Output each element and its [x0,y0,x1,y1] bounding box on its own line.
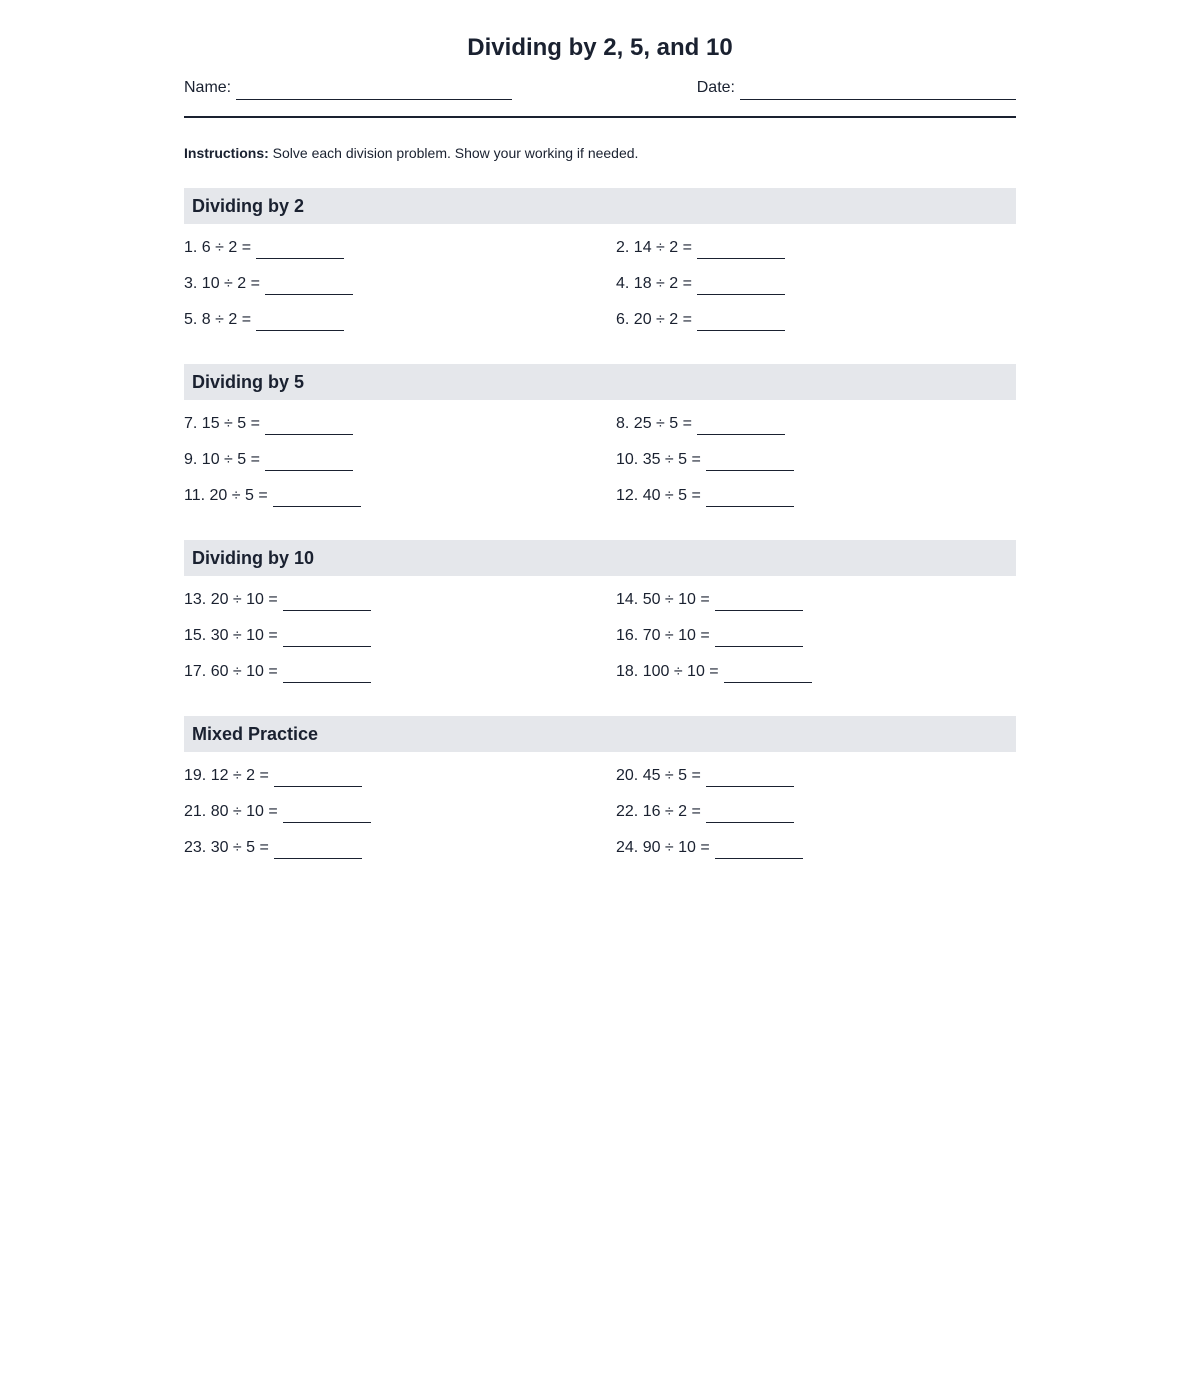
answer-blank[interactable] [273,490,361,507]
problem-item [616,266,1016,302]
answer-blank[interactable] [283,594,371,611]
answer-blank[interactable] [715,630,803,647]
name-label: Name: [184,79,232,96]
instructions-lead: Instructions: [184,145,269,161]
problem-item [616,758,1016,794]
problem-item [184,794,616,830]
answer-blank[interactable] [697,242,785,259]
date-blank[interactable] [740,81,1016,100]
problem-item [616,302,1016,338]
problem-item [184,830,616,866]
answer-blank[interactable] [283,666,371,683]
answer-blank[interactable] [724,666,812,683]
problem-text: 17. 60 ÷ 10 = [184,663,278,680]
problem-item [616,478,1016,514]
section-heading: Mixed Practice [184,716,1016,752]
name-date-row [184,76,1016,118]
answer-blank[interactable] [697,278,785,295]
problem-text: 1. 6 ÷ 2 = [184,239,252,256]
problem-text: 18. 100 ÷ 10 = [616,663,719,680]
date-field [697,76,1016,100]
problem-text: 2. 14 ÷ 2 = [616,239,692,256]
problem-item [184,618,616,654]
problem-grid [184,582,1016,690]
problem-item [616,794,1016,830]
problem-item [616,442,1016,478]
problem-text: 4. 18 ÷ 2 = [616,275,692,292]
problem-item [184,266,616,302]
problem-text: 9. 10 ÷ 5 = [184,451,260,468]
page-title: Dividing by 2, 5, and 10 [467,34,733,61]
answer-blank[interactable] [697,418,785,435]
problem-text: 15. 30 ÷ 10 = [184,627,278,644]
answer-blank[interactable] [274,842,362,859]
answer-blank[interactable] [256,242,344,259]
problem-item [616,406,1016,442]
problem-text: 5. 8 ÷ 2 = [184,311,252,328]
problem-text: 3. 10 ÷ 2 = [184,275,260,292]
problem-item [184,442,616,478]
worksheet-page [184,0,1016,866]
answer-blank[interactable] [265,454,353,471]
problem-grid [184,406,1016,514]
problem-item [184,654,616,690]
answer-blank[interactable] [715,594,803,611]
problem-item [184,478,616,514]
answer-blank[interactable] [706,454,794,471]
problem-text: 14. 50 ÷ 10 = [616,591,710,608]
answer-blank[interactable] [697,314,785,331]
problem-text: 10. 35 ÷ 5 = [616,451,701,468]
problem-text: 20. 45 ÷ 5 = [616,767,701,784]
problem-item [616,830,1016,866]
section-heading: Dividing by 5 [184,364,1016,400]
name-blank[interactable] [236,81,512,100]
problem-text: 12. 40 ÷ 5 = [616,487,701,504]
problem-text: 21. 80 ÷ 10 = [184,803,278,820]
problem-item [184,230,616,266]
problem-item [616,230,1016,266]
problem-text: 24. 90 ÷ 10 = [616,839,710,856]
problem-text: 19. 12 ÷ 2 = [184,767,269,784]
problem-item [616,582,1016,618]
problem-text: 13. 20 ÷ 10 = [184,591,278,608]
answer-blank[interactable] [283,630,371,647]
instructions [184,144,1016,162]
problem-item [184,302,616,338]
answer-blank[interactable] [265,278,353,295]
section-dividing-by-10 [184,540,1016,690]
problem-text: 23. 30 ÷ 5 = [184,839,269,856]
problem-item [616,654,1016,690]
problem-text: 6. 20 ÷ 2 = [616,311,692,328]
name-field [184,76,512,100]
problem-text: 8. 25 ÷ 5 = [616,415,692,432]
answer-blank[interactable] [256,314,344,331]
section-heading: Dividing by 2 [184,188,1016,224]
section-dividing-by-5 [184,364,1016,514]
answer-blank[interactable] [283,806,371,823]
date-label: Date: [696,79,735,96]
answer-blank[interactable] [706,806,794,823]
problem-text: 7. 15 ÷ 5 = [184,415,260,432]
problem-item [616,618,1016,654]
answer-blank[interactable] [265,418,353,435]
problem-text: 11. 20 ÷ 5 = [184,487,268,504]
problem-text: 22. 16 ÷ 2 = [616,803,701,820]
instructions-text: Solve each division problem. Show your working if needed. [272,145,639,161]
problem-item [184,406,616,442]
answer-blank[interactable] [706,770,794,787]
problem-text: 16. 70 ÷ 10 = [616,627,710,644]
answer-blank[interactable] [274,770,362,787]
section-heading: Dividing by 10 [184,540,1016,576]
answer-blank[interactable] [706,490,794,507]
answer-blank[interactable] [715,842,803,859]
problem-item [184,582,616,618]
section-dividing-by-2 [184,188,1016,338]
problem-item [184,758,616,794]
problem-grid [184,758,1016,866]
problem-grid [184,230,1016,338]
section-mixed-practice [184,716,1016,866]
